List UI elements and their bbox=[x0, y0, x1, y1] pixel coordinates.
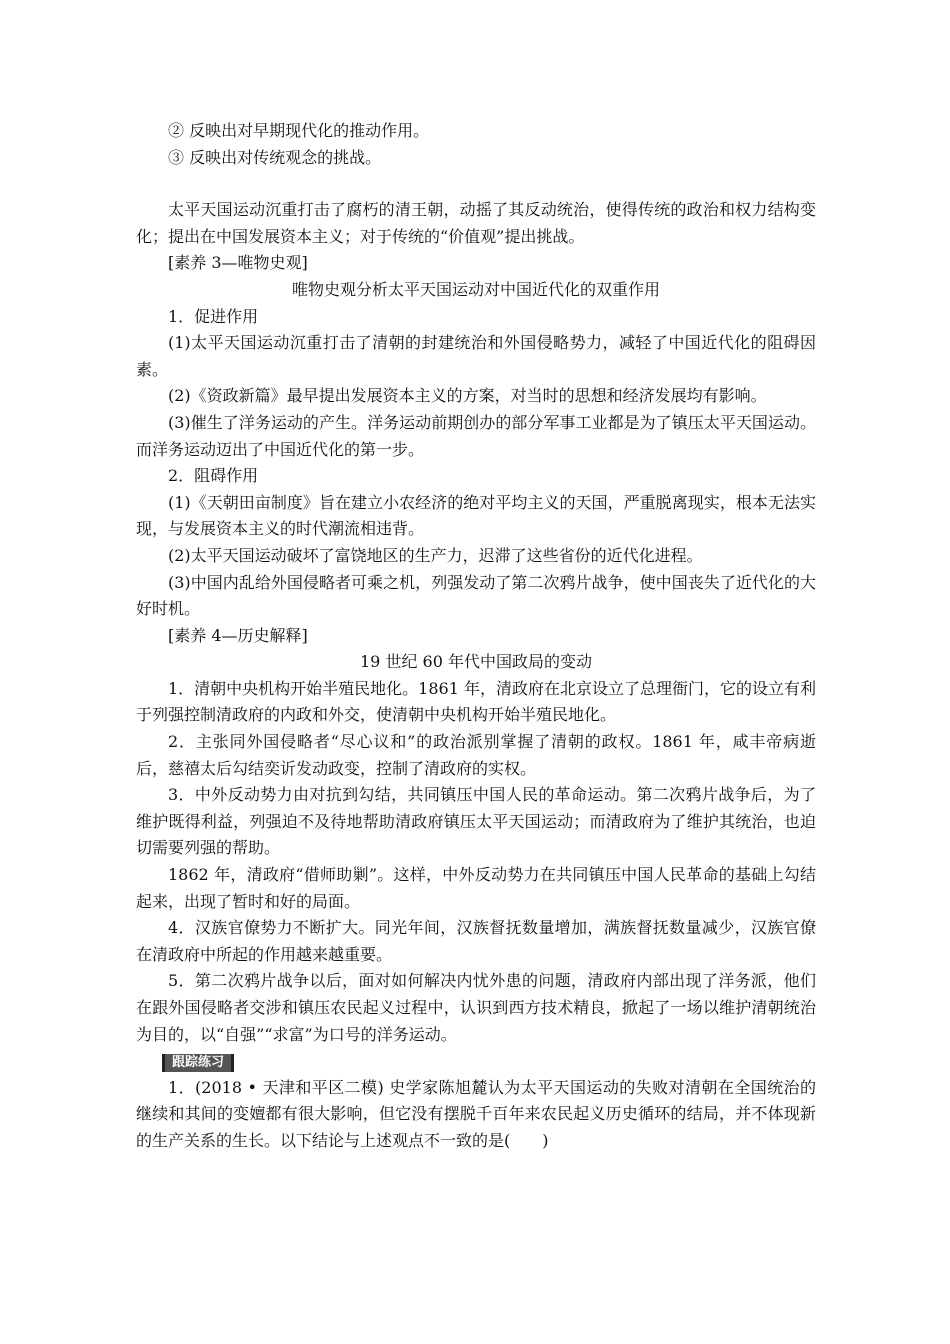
practice-question-1: 1．(2018 • 天津和平区二模) 史学家陈旭麓认为太平天国运动的失败对清朝在全国统治的继续和其间的变嬗都有很大影响，但它没有摆脱千百年来农民起义历史循环的结局，并不体现新的生产关系的生长。以下结论与上述观点不一致的是( ) bbox=[136, 1077, 816, 1150]
spacer bbox=[136, 171, 816, 197]
hinder-point-3: (3)中国内乱给外国侵略者可乘之机，列强发动了第二次鸦片战争，使中国丧失了近代化的大好时机。 bbox=[136, 572, 816, 619]
document-page bbox=[136, 118, 816, 1155]
change-point-3: 3．中外反动势力由对抗到勾结，共同镇压中国人民的革命运动。第二次鸦片战争后，为了维护既得利益，列强迫不及待地帮助清政府镇压太平天国运动；而清政府为了维护其统治，也迫切需要列强的帮助。 bbox=[136, 785, 816, 858]
change-point-4: 4．汉族官僚势力不断扩大。同光年间，汉族督抚数量增加，满族督抚数量减少，汉族官僚在清政府中所起的作用越来越重要。 bbox=[136, 918, 816, 964]
hinder-point-2: (2)太平天国运动破坏了富饶地区的生产力，迟滞了这些省份的近代化进程。 bbox=[168, 545, 703, 565]
change-point-5: 5．第二次鸦片战争以后，面对如何解决内忧外患的问题，清政府内部出现了洋务派，他们在跟外国侵略者交涉和镇压农民起义过程中，认识到西方技术精良，掀起了一场以维护清朝统治为目的，以“自强”“求富”为口号的洋务运动。 bbox=[136, 971, 816, 1044]
item-line-2: ② 反映出对早期现代化的推动作用。 bbox=[168, 121, 430, 140]
practice-tag: 跟踪练习 bbox=[162, 1054, 234, 1072]
section-label-literacy-3: [素养 3—唯物史观] bbox=[168, 253, 308, 273]
change-point-2: 2．主张同外国侵略者“尽心议和”的政治派别掌握了清朝的政权。1861 年，咸丰帝病逝后，慈禧太后勾结奕䜣发动政变，控制了清政府的实权。 bbox=[136, 732, 816, 778]
practice-heading bbox=[136, 1048, 816, 1075]
change-point-1: 1．清朝中央机构开始半殖民地化。1861 年，清政府在北京设立了总理衙门，它的设立有利于列强控制清政府的内政和外交，使清朝中央机构开始半殖民地化。 bbox=[136, 678, 816, 725]
heading-promote: 1．促进作用 bbox=[168, 306, 259, 326]
promote-point-3: (3)催生了洋务运动的产生。洋务运动前期创办的部分军事工业都是为了镇压太平天国运动。而洋务运动迈出了中国近代化的第一步。 bbox=[136, 412, 816, 459]
hinder-point-1: (1)《天朝田亩制度》旨在建立小农经济的绝对平均主义的天国，严重脱离现实，根本无法实现，与发展资本主义的时代潮流相违背。 bbox=[136, 492, 816, 539]
promote-point-1: (1)太平天国运动沉重打击了清朝的封建统治和外国侵略势力，减轻了中国近代化的阻碍因素。 bbox=[136, 333, 816, 379]
promote-point-2: (2)《资政新篇》最早提出发展资本主义的方案，对当时的思想和经济发展均有影响。 bbox=[168, 386, 767, 406]
section-title-literacy-4: 19 世纪 60 年代中国政局的变动 bbox=[360, 652, 592, 672]
item-line-3: ③ 反映出对传统观念的挑战。 bbox=[168, 147, 382, 167]
summary-paragraph: 太平天国运动沉重打击了腐朽的清王朝，动摇了其反动统治，使得传统的政治和权力结构变化；提出在中国发展资本主义；对于传统的“价值观”提出挑战。 bbox=[136, 200, 816, 246]
section-title-literacy-3: 唯物史观分析太平天国运动对中国近代化的双重作用 bbox=[291, 279, 660, 299]
section-label-literacy-4: [素养 4—历史解释] bbox=[168, 625, 308, 645]
change-point-3-continued: 1862 年，清政府“借师助剿”。这样，中外反动势力在共同镇压中国人民革命的基础上勾结起来，出现了暂时和好的局面。 bbox=[136, 865, 816, 911]
heading-hinder: 2．阻碍作用 bbox=[168, 466, 259, 486]
